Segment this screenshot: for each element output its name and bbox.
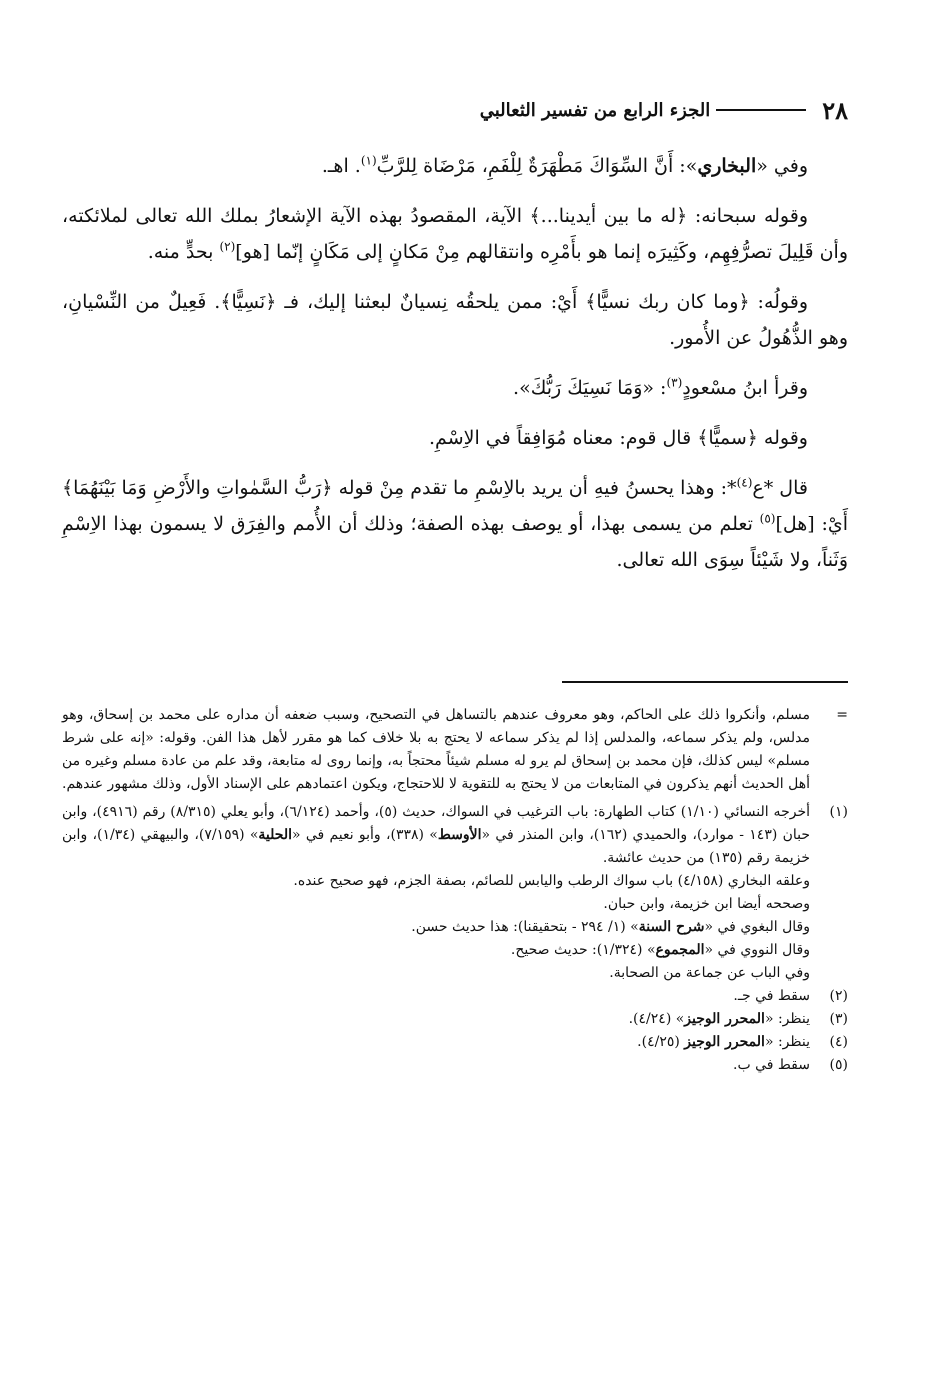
footnote-1-line-6: وفي الباب عن جماعة من الصحابة. <box>609 965 810 981</box>
page-number: ٢٨ <box>822 95 848 125</box>
footnote-4-text: ينظر: «المحرر الوجيز (٤/٢٥). <box>637 1034 810 1050</box>
footnote-2-text: سقط في جـ. <box>733 988 810 1004</box>
footnote-continued-text: مسلم، وأنكروا ذلك على الحاكم، وهو معروف عندهم بالتساهل في التصحيح، وسبب ضعفه أن مداره على محمد بن إسحاق، وهو مدلس، ولم يذكر سماعه، والمدلس إذا لم يذكر سماعه لا يحتج به بلا خلاف كما هو مقرر لأهل هذا الفن. وقوله: «إنه على شرط مسلم» ليس كذلك، فإن محمد بن إسحاق لم يرو له مسلم شيئاً محتجاً به، وإنما روى له متابعة، وقد علم من عادة مسلم وغيره من أهل الحديث أنهم يذكرون في المتابعات من لا يحتج به للتقوية لا للاحتجاج، ويكون اعتمادهم على الإسناد الأول، وذلك مشهور عندهم. <box>62 707 810 792</box>
footnote-1-text: أخرجه النسائي (١/١٠) كتاب الطهارة: باب الترغيب في السواك، حديث (٥)، وأحمد (٦/١٢٤)، وأبو يعلي (٨/٣١٥) رقم (٤٩١٦)، وابن حبان (١٤٣ - موارد)، والحميدي (١٦٢)، وابن المنذر في «الأوسط» (٣٣٨)، وأبو نعيم في «الحلية» (٧/١٥٩)، والبيهقي (١/٣٤)، وابن خزيمة رقم (١٣٥) من حديث عائشة. <box>62 804 811 866</box>
footnote-continued <box>62 704 848 796</box>
footnote-ref-2: (٢) <box>219 239 236 254</box>
page-header <box>62 92 848 128</box>
footnote-3-text: ينظر: «المحرر الوجيز» (٤/٢٤). <box>628 1011 810 1027</box>
bold-source: البخاري <box>697 155 757 177</box>
footnote-ref-5: (٥) <box>759 511 776 526</box>
footnote-5-number: (٥) <box>829 1057 848 1073</box>
footnote-1-line-2: وعلقه البخاري (٤/١٥٨) باب سواك الرطب واليابس للصائم، بصفة الجزم، فهو صحيح عنده. <box>293 873 810 889</box>
footnote-1-number: (١) <box>829 804 848 820</box>
footnote-4-number: (٤) <box>829 1034 848 1050</box>
paragraph-2: وقوله سبحانه: ﴿له ما بين أيدينا...﴾ الآية، المقصودُ بهذه الآية الإشعارُ بملك الله تعالى لملائكته، وأن قَلِيلَ تصرُّفِهِم، وكَثِيرَه إنما هو بأَمْرِه وانتقالهم مِنْ مَكانٍ إلى مَكَانٍ إنّما [هو]$^{(٢)}$ بحدٍّ منه. <box>62 205 848 263</box>
footnote-1-line-3: وصححه أيضا ابن خزيمة، وابن حبان. <box>603 896 810 912</box>
footnote-continued-marker: = <box>836 707 848 723</box>
main-text <box>62 148 848 592</box>
footnote-3-number: (٣) <box>829 1011 848 1027</box>
footnote-4 <box>62 1031 848 1054</box>
paragraph-6: قال *ع$^{(٤)}$*: وهذا يحسنُ فيهِ أن يريد بالاِسْمِ ما تقدم مِنْ قوله ﴿رَبُّ السَّمٰواتِ والأَرْضِ وَمَا بَيْنَهُمَا﴾ أَيْ: [هل]$^{(٥)}$ تعلم من يسمى بهذا، أو يوصف بهذه الصفة؛ وذلك أن الأُمم والفِرَق لا يسمون بهذا الاِسْمِ وَثَناً، ولا شَيْئاً سِوَى الله تعالى. <box>62 475 848 571</box>
footnote-1-line-4: وقال البغوي في «شرح السنة» (١/ ٢٩٤ - بتحقيقنا): هذا حديث حسن. <box>411 919 810 935</box>
footnote-5-text: سقط في ب. <box>733 1057 810 1073</box>
footnote-3 <box>62 1008 848 1031</box>
paragraph-1: وفي «البخاري»: أَنَّ السِّوَاكَ مَطْهَرَةٌ لِلْفَمِ، مَرْضَاة لِلرَّبِّ$^{(١)}$. اهـ. <box>321 153 808 177</box>
running-title: الجزء الرابع من تفسير الثعالبي <box>479 99 711 121</box>
paragraph-5: وقوله ﴿سميًّا﴾ قال قوم: معناه مُوَافِقاً في الاِسْمِ. <box>429 427 808 449</box>
footnote-1-line-5: وقال النووي في «المجموع» (١/٣٢٤): حديث صحيح. <box>510 942 810 958</box>
footnote-5 <box>62 1054 848 1077</box>
paragraph-4: وقرأ ابنُ مسْعودٍ$^{(٣)}$: «وَمَا نَسِيَكَ رَبُّكَ». <box>513 375 808 399</box>
footnote-ref-3: (٣) <box>666 375 683 390</box>
paragraph-3: وقولُه: ﴿وما كان ربك نسيًّا﴾ أَيْ: ممن يلحقُه نِسيانٌ لبعثنا إليك، فـ ﴿نَسِيًّا﴾. فَعِيلٌ من النِّسْيانِ، وهو الذُّهُولُ عن الأُمور. <box>62 291 848 349</box>
footnote-2 <box>62 985 848 1008</box>
footnote-ref-4: (٤) <box>736 475 753 490</box>
footnote-2-number: (٢) <box>829 988 848 1004</box>
footnotes <box>62 704 848 1077</box>
footnote-1 <box>62 801 848 870</box>
footnote-ref-1: (١) <box>360 153 377 168</box>
footnote-separator <box>562 681 848 683</box>
header-rule <box>716 109 806 111</box>
